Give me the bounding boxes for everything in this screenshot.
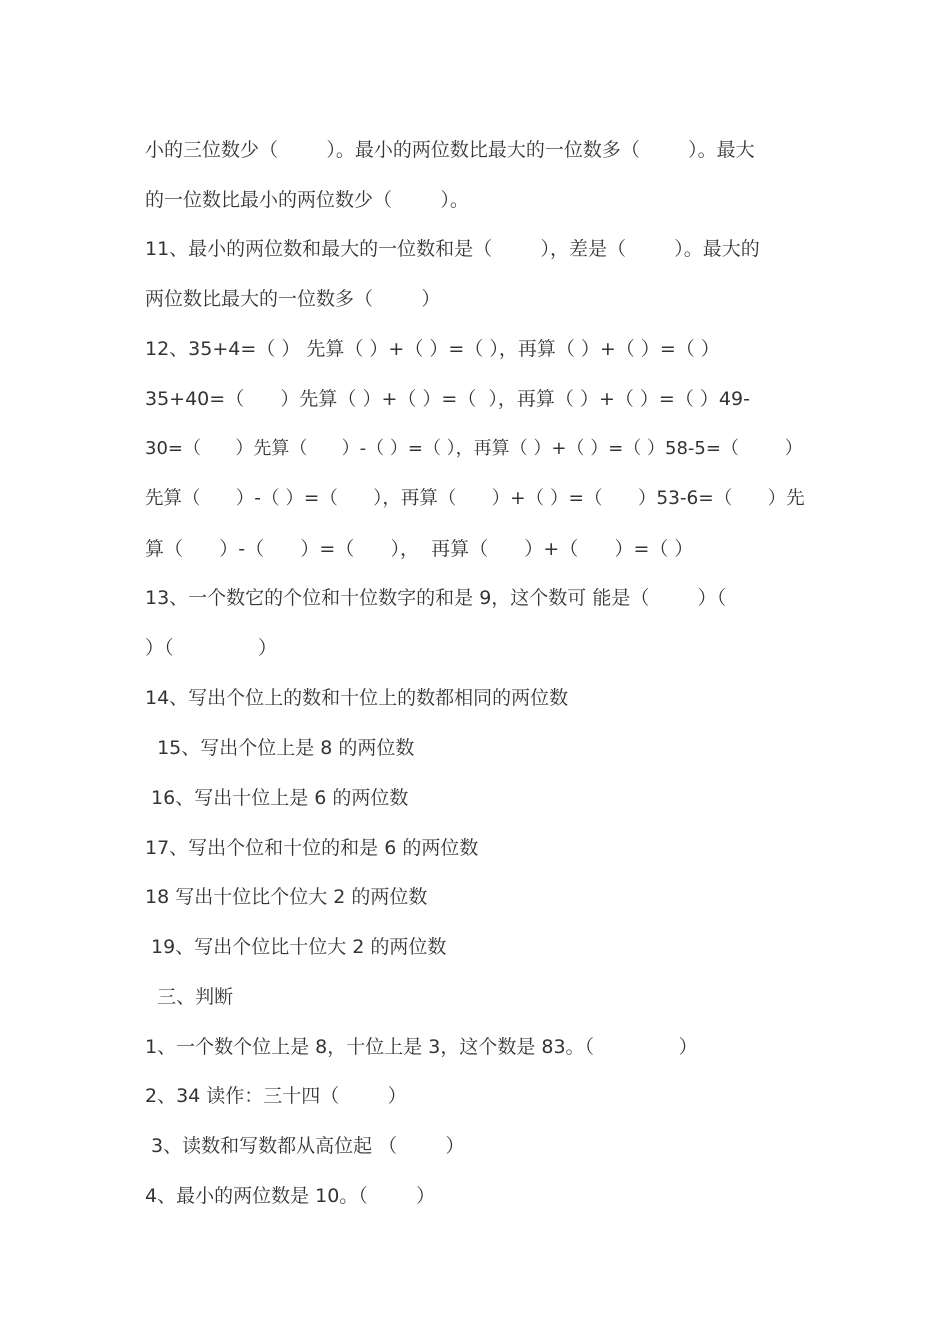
text-line: ）（ ）: [145, 637, 278, 659]
text-line: 的一位数比最小的两位数少（ ）。: [145, 189, 469, 211]
text-line: 两位数比最大的一位数多（ ）: [145, 288, 441, 310]
text-line: 30=（ ）先算（ ）-（ ）=（ ），再算（ ）+（ ）=（ ）58-5=（ ）: [145, 438, 803, 459]
question-19-line: 19、写出个位比十位大 2 的两位数: [145, 936, 447, 958]
question-13-line: 13、一个数它的个位和十位数字的和是 9，这个数可 能是（ ）（: [145, 587, 727, 609]
question-16-line: 16、写出十位上是 6 的两位数: [145, 787, 409, 809]
judge-item-1: 1、一个数个位上是 8，十位上是 3，这个数是 83。（ ）: [145, 1036, 698, 1058]
text-line: 小的三位数少（ ）。最小的两位数比最大的一位数多（ ）。最大: [145, 139, 755, 161]
text-line: 先算（ ）-（ ）=（ ），再算（ ）+（ ）=（ ）53-6=（ ）先: [145, 488, 805, 509]
question-11-line: 11、最小的两位数和最大的一位数和是（ ），差是（ ）。最大的: [145, 238, 760, 260]
section-heading: 三、判断: [145, 986, 234, 1008]
question-12-line: 12、35+4=（ ） 先算（ ）+（ ）=（ ），再算（ ）+（ ）=（ ）: [145, 338, 720, 360]
text-line: 算（ ）-（ ）=（ ）， 再算（ ）+（ ）=（ ）: [145, 538, 694, 560]
judge-item-2: 2、34 读作：三十四（ ）: [145, 1085, 407, 1107]
judge-item-4: 4、最小的两位数是 10。（ ）: [145, 1185, 436, 1207]
judge-item-3: 3、读数和写数都从高位起 （ ）: [145, 1135, 465, 1157]
text-line: 35+40=（ ）先算（ ）+（ ）=（ ），再算（ ）+（ ）=（ ）49-: [145, 388, 750, 410]
question-15-line: 15、写出个位上是 8 的两位数: [145, 737, 415, 759]
question-14-line: 14、写出个位上的数和十位上的数都相同的两位数: [145, 687, 569, 709]
question-17-line: 17、写出个位和十位的和是 6 的两位数: [145, 837, 479, 859]
question-18-line: 18 写出十位比个位大 2 的两位数: [145, 886, 428, 908]
